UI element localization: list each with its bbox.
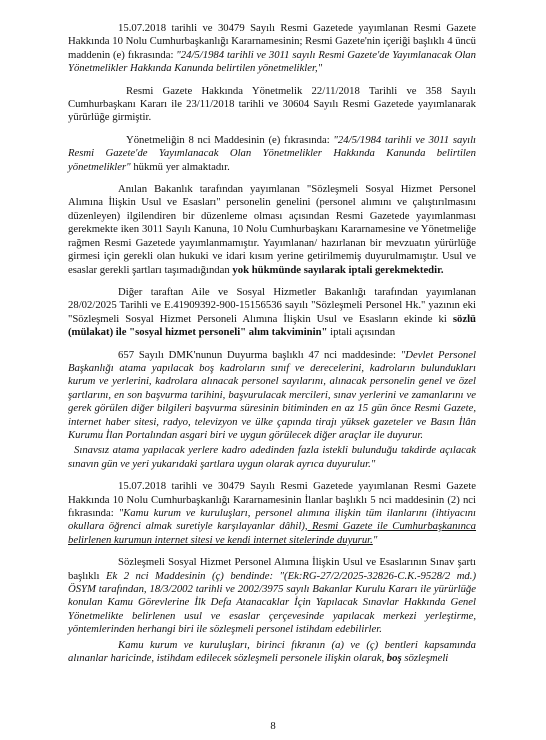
- text: Resmi Gazete Hakkında Yönetmelik 22/11/2018 Tarihli ve 358 Sayılı Cumhurbaşkanı Kararı ile 23/11/2018 tarihli ve 30604 Sayılı Resmi Gazetede yayımlanarak yürürlüğe girmiştir.: [68, 84, 476, 124]
- text: Anılan Bakanlık tarafından yayımlanan "Sözleşmeli Sosyal Hizmet Personel Alımına İlişkin Usul ve Esasları" personelin genelini (personel alımını ve çalıştırılmasını düzenleyen) ilgilendiren bir düzenleme olması açısından Resmi Gazetede yayımlanması gerekmekte iken 3011 Sayılı Kanuna, 10 Nolu Cumhurbaşkanı Kararnamesine ve Yönetmeliğe rağmen Resmi Gazetede yayımlanmamıştır. Yayımlanan/ hazırlanan bir mevzuatın yürürlüğe girmesi için gerekli olan hukuki ve idari kısım yerine getirilmemiş duyurulmamıştır. Usul ve esaslar gerekli şartları taşımadığından: [68, 183, 476, 276]
- text: Sözleşmeli Sosyal Hizmet Personel Alımına İlişkin Usul ve Esaslarının Sınav şartı başlıklı: [68, 556, 476, 582]
- quote: Ek 2 nci Maddesinin (ç) bendinde: "(Ek:RG-27/2/2025-32826-C.K.-9528/2 md.) ÖSYM tarafından, 18/3/2002 tarihli ve 2002/3975 sayılı Bakanlar Kurulu Kararı ile yürürlüğe konulan Kamu Görevlerine İlk Defa Atanacaklar İçin Yapılacak Sınavlar Hakkında Genel Yönetmelikte belirlenen usul ve esaslar çerçevesinde yapılacak merkezi yerleştirme, yöntemlerinden herhangi biri ile sözleşmeli personel istihdam edebilirler.: [68, 569, 476, 636]
- bold-text: boş: [386, 652, 402, 665]
- text: iptali açısından: [327, 326, 396, 339]
- quote: "Devlet Personel Başkanlığı atama yapılacak boş kadroların sınıf ve derecelerini, kadroların bulundukları kurum ve yerlerini, kadrolara alınacak personel sayılarını, alınacak personelin genel ve özel şartlarını, en son başvurma tarihini, başvurulacak mercileri, sınav yerlerini ve zamanlarını ve gerek görülen diğer bilgileri başvurma süresinin bitiminden en az 15 gün önce Resmi Gazete, internet haber sitesi, radyo, televizyon ve ülke çapında tirajı yüksek gazeteler ve Basın İlân Kurumu İlan Portalından asgari biri ve uygun görülecek diğer araçlar ile duyurur.: [68, 348, 476, 441]
- text: Yönetmeliğin 8 nci Maddesinin (e) fıkrasında:: [126, 133, 334, 146]
- text: 657 Sayılı DMK'nunun Duyurma başlıklı 47 nci maddesinde:: [118, 348, 401, 361]
- paragraph-1: [68, 22, 476, 76]
- quote: Kamu kurum ve kuruluşları, birinci fıkranın (a) ve (ç) bentleri kapsamında alınanlar haricinde, istihdam edilecek sözleşmeli personele ilişkin olarak,: [68, 638, 476, 665]
- bold-text: yok hükmünde sayılarak iptali gerekmektedir.: [232, 263, 444, 276]
- paragraph-2: [68, 85, 476, 125]
- paragraph-6: [68, 349, 476, 443]
- underlined-quote: Resmi Gazete ile Cumhurbaşkanınca belirlenen kurumun internet sitesi ve kendi internet sitelerinde duyurur.: [68, 520, 477, 546]
- text: 15.07.2018 tarihli ve 30479 Sayılı Resmi Gazetede yayımlanan Resmi Gazete Hakkında 10 Nolu Cumhurbaşkanlığı Kararnamesinin; Resmi Gazete'nin içeriği başlıklı 4 üncü maddenin (e) fıkrasında:: [68, 22, 476, 61]
- text: Diğer taraftan Aile ve Sosyal Hizmetler Bakanlığı tarafından yayımlanan 28/02/2025 Tarihli ve E.41909392-900-15156536 sayılı "Sözleşmeli Personel Hk." yazının eki "Sözleşmeli Sosyal Hizmet Personeli Alımına İlişkin Usul ve Esasların ekinde ki: [68, 285, 476, 325]
- paragraph-3: [68, 134, 476, 174]
- paragraph-7: [68, 444, 476, 471]
- quote: sözleşmeli: [401, 652, 449, 665]
- page-number: 8: [270, 720, 276, 732]
- paragraph-10: [68, 639, 476, 666]
- paragraph-4: [68, 183, 476, 277]
- text: hükmü yer almaktadır.: [130, 160, 230, 173]
- quote: "Kamu kurum ve kuruluşları, personel alımına ilişkin tüm ilanlarını (ihtiyacını okullara öğrenci almak suretiyle karşılayanlar dâhil),: [68, 507, 476, 533]
- paragraph-9: [68, 556, 476, 636]
- text: 15.07.2018 tarihli ve 30479 Sayılı Resmi Gazetede yayımlanan Resmi Gazete Hakkında 10 Nolu Cumhurbaşkanlığı Kararnamesinin İlanlar başlıklı 5 nci maddesinin (2) nci fıkrasında:: [68, 480, 476, 519]
- quote: ": [372, 533, 378, 546]
- document-body: [68, 22, 476, 665]
- paragraph-5: [68, 286, 476, 340]
- paragraph-8: [68, 480, 476, 547]
- quote: Sınavsız atama yapılacak yerlere kadro adedinden fazla istekli bulunduğu takdirde açılacak sınavın gün ve yeri yukarıdaki şartlara uygun olarak ayrıca duyurulur.": [68, 444, 476, 470]
- bold-text: sözlü (mülakat) ile "sosyal hizmet personeli" alım takviminin": [68, 312, 476, 339]
- quote: "24/5/1984 tarihli ve 3011 sayılı Resmi Gazete'de Yayımlanacak Olan Yönetmelikler Hakkında Kanunda belirtilen yönetmelikler,": [68, 48, 476, 75]
- quote: "24/5/1984 tarihli ve 3011 sayılı Resmi Gazete'de Yayımlanacak Olan Yönetmelikler Hakkında Kanunda belirtilen yönetmelikler": [68, 133, 477, 173]
